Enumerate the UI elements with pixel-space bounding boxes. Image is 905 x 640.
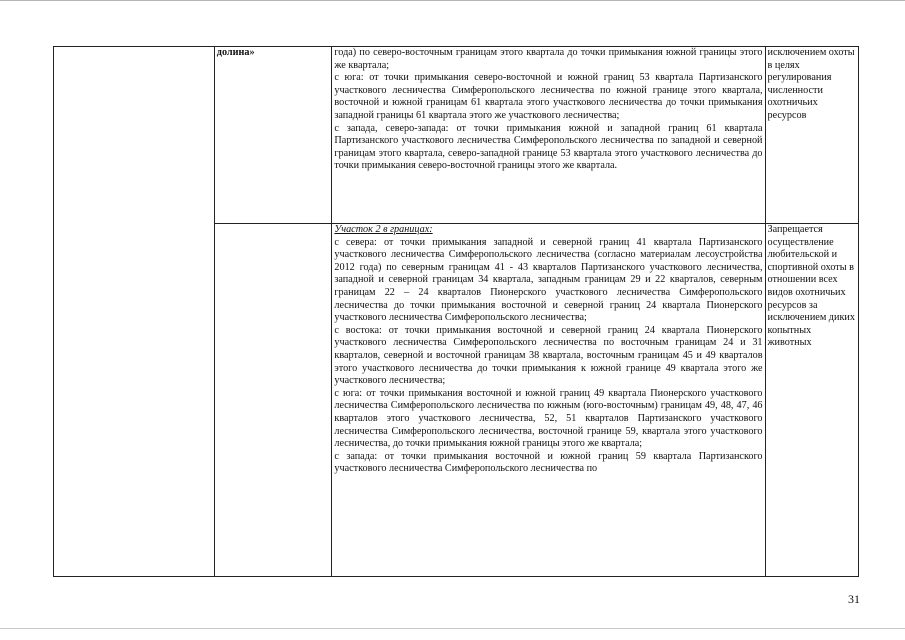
boundary-paragraph: с юга: от точки примыкания восточной и южной границ 49 квартала Пионерского участкового лесничества Симферопольского лесничества по южным (юго-восточным) границам 49, 48, 47, 46 кварталов этого участкового лесничества, 52, 51 кварталов Партизанского участкового лесничества Симферопольского лесничества, восточной границе 59, квартала этого участкового лесничества, до точки примыкания южной границы этого же квартала; bbox=[334, 387, 763, 450]
empty-number-cell bbox=[54, 224, 215, 577]
boundary-paragraph: с востока: от точки примыкания восточной и северной границ 24 квартала Пионерского участкового лесничества Симферопольского лесничества по восточным границам 24 и 31 кварталов, северной и восточной границам 38 квартала, восточным границам 45 и 49 кварталов этого участкового лесничества до точки примыкания к южной границе 49 квартала этого же участкового лесничества; bbox=[334, 324, 763, 387]
boundary-paragraph: с запада: от точки примыкания восточной и южной границ 59 квартала Партизанского участкового лесничества Симферопольского лесничества по bbox=[334, 450, 763, 475]
table-row bbox=[54, 224, 859, 577]
zone-name-cell bbox=[214, 224, 332, 577]
hunting-zones-table bbox=[53, 46, 859, 577]
restriction-cell: исключением охоты в целях регулирования численности охотничьих ресурсов bbox=[765, 47, 858, 224]
empty-number-cell bbox=[54, 47, 215, 224]
page-number: 31 bbox=[848, 592, 860, 606]
boundary-description-cell bbox=[332, 224, 765, 577]
table-row bbox=[54, 47, 859, 224]
restriction-cell: Запрещается осуществление любительской и спортивной охоты в отношении всех видов охотничьих ресурсов за исключением диких копытных животных bbox=[765, 224, 858, 577]
boundary-description-cell bbox=[332, 47, 765, 224]
zone-name-cell: долина» bbox=[214, 47, 332, 224]
plot-heading: Участок 2 в границах: bbox=[334, 224, 433, 235]
boundary-paragraph: с запада, северо-запада: от точки примыкания южной и западной границ 61 квартала Партизанского участкового лесничества Симферопольского лесничества по западной и северной границам этого квартала, северо-западной границе 53 квартала этого участкового лесничества до точки примыкания северо-восточной границы этого же квартала. bbox=[334, 122, 763, 172]
boundary-paragraph: с юга: от точки примыкания северо-восточной и южной границ 53 квартала Партизанского участкового лесничества Симферопольского лесничества по южной границе этого квартала, восточной и южной границам 61 квартала этого участкового лесничества до точки примыкания западной границы 61 квартала этого же участкового лесничества; bbox=[334, 72, 763, 121]
scan-edge-bottom bbox=[0, 628, 905, 629]
scan-edge-top bbox=[0, 0, 905, 1]
boundary-paragraph: года) по северо-восточным границам этого квартала до точки примыкания южной границы этого же квартала; bbox=[334, 47, 763, 71]
boundary-paragraph: с севера: от точки примыкания западной и северной границ 41 квартала Партизанского участкового лесничества Симферопольского лесничества (согласно материалам лесоустройства 2012 года) по северным границам 41 - 43 кварталов Партизанского участкового лесничества, западной и северной границам 34 квартала, западным границам 29 и 22 кварталов, северным границам 22 – 24 кварталов Пионерского участкового лесничества Симферопольского лесничества до точки примыкания восточной и северной границ 24 квартала Пионерского участкового лесничества Симферопольского лесничества; bbox=[334, 236, 763, 324]
